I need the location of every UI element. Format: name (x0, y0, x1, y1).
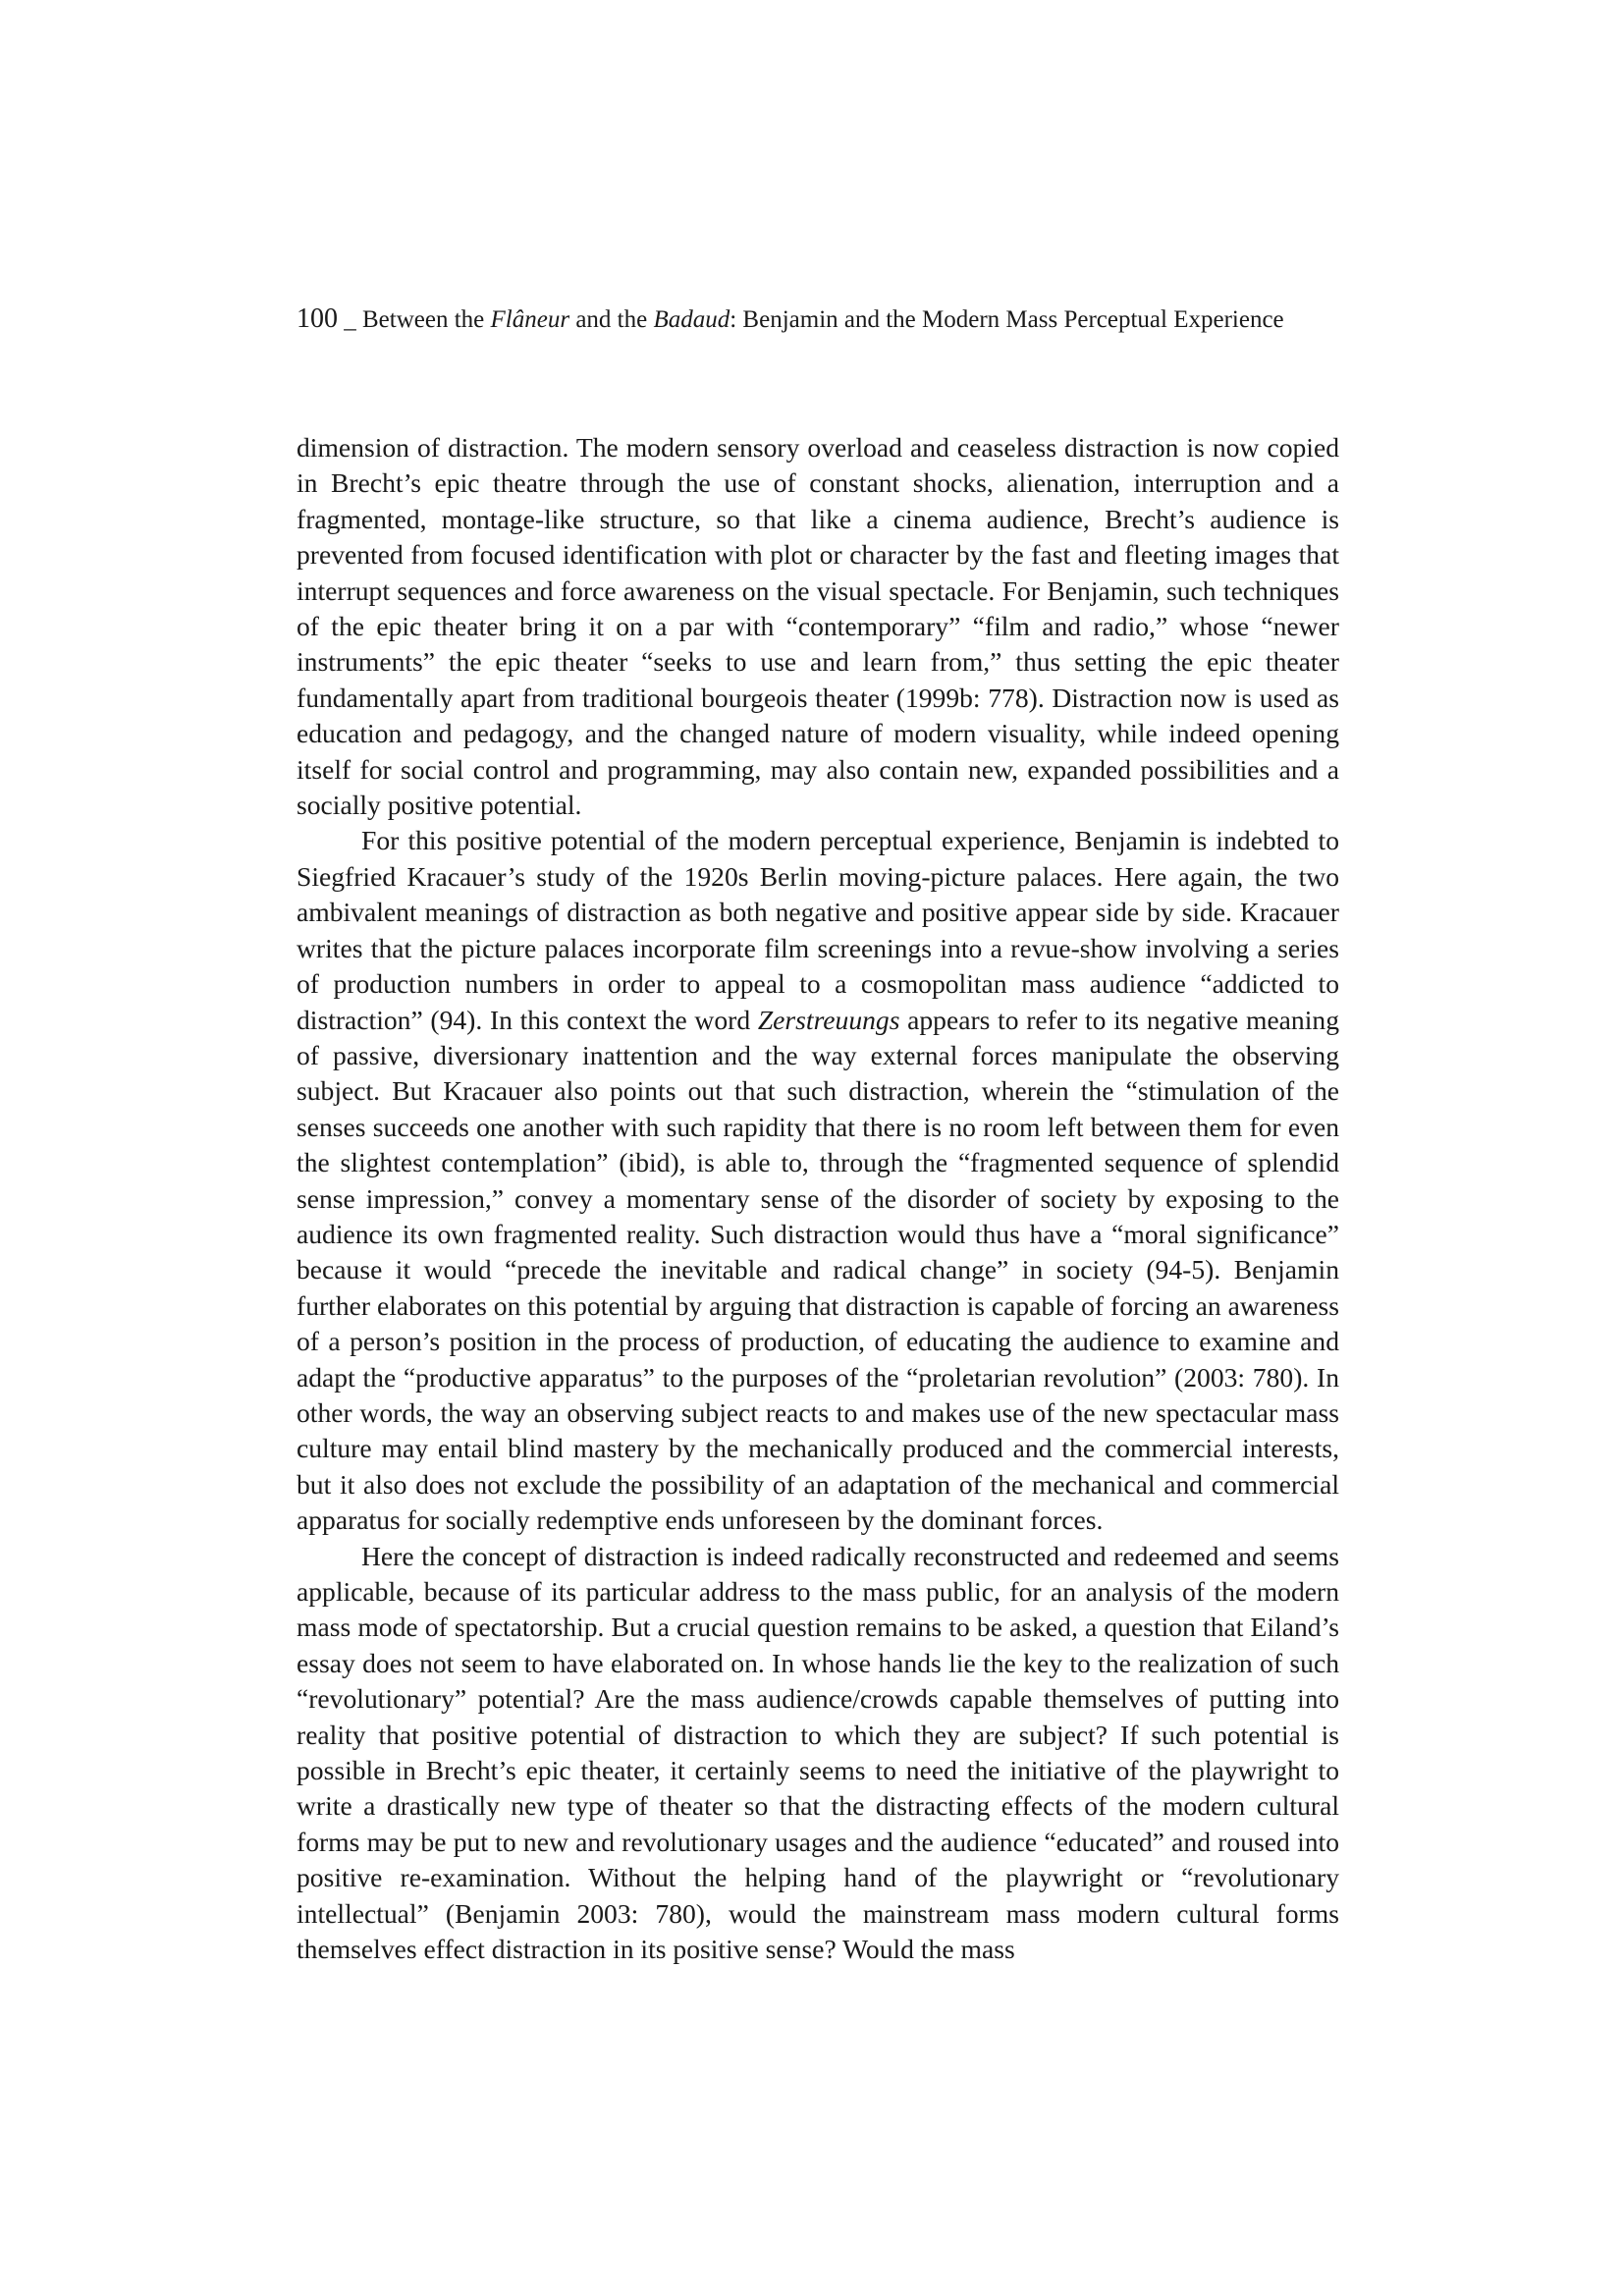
paragraph-text: appears to refer to its negative meaning of passive, diversionary inattention and the way external forces manipulate the observing subject. But Kracauer also points out that such distraction, wherein the “stimulation of the senses succeeds one another with such rapidity that there is no room left between them for even the slightest contemplation” (ibid), is able to, through the “fragmented sequence of splendid sense impression,” convey a momentary sense of the disorder of society by exposing to the audience its own fragmented reality. Such distraction would thus have a “moral significance” because it would “precede the inevitable and radical change” in society (94-5). Benjamin further elaborates on this potential by arguing that distraction is capable of forcing an awareness of a person’s position in the process of production, of educating the audience to examine and adapt the “productive apparatus” to the purposes of the “proletarian revolution” (2003: 780). In other words, the way an observing subject reacts to and makes use of the new spectacular mass culture may entail blind mastery by the mechanically produced and the commercial interests, but it also does not exclude the possibility of an adaptation of the mechanical and commercial apparatus for socially redemptive ends unforeseen by the dominant forces. (297, 1004, 1339, 1536)
page-number: 100 (297, 303, 338, 334)
paragraph-distraction-concept: Here the concept of distraction is indeed radically reconstructed and redeemed and seems applicable, because of its particular address to the mass public, for an analysis of the modern mass mode of spectatorship. But a crucial question remains to be asked, a question that Eiland’s essay does not seem to have elaborated on. In whose hands lie the key to the realization of such “revolutionary” potential? Are the mass audience/crowds capable themselves of putting into reality that positive potential of distraction to which they are subject? If such potential is possible in Brecht’s epic theater, it certainly seems to need the initiative of the playwright to write a drastically new type of theater so that the distracting effects of the modern cultural forms may be put to new and revolutionary usages and the audience “educated” and roused into positive re-examination. Without the helping hand of the playwright or “revolutionary intellectual” (Benjamin 2003: 780), would the mainstream mass modern cultural forms themselves effect distraction in its positive sense? Would the mass (297, 1540, 1339, 1965)
body-text (297, 430, 1339, 1967)
running-header (297, 303, 1357, 336)
header-title-part: and the (569, 306, 654, 333)
header-title-italic-flaneur: Flâneur (490, 306, 570, 333)
paragraph-italic-term: Zerstreuungs (757, 1004, 900, 1035)
header-separator: _ (338, 306, 362, 333)
header-title-part: Between the (362, 306, 491, 333)
paragraph-continued: dimension of distraction. The modern sensory overload and ceaseless distraction is now copied in Brecht’s epic theatre through the use of constant shocks, alienation, interruption and a fragmented, montage-like structure, so that like a cinema audience, Brecht’s audience is prevented from focused identification with plot or character by the fast and fleeting images that interrupt sequences and force awareness on the visual spectacle. For Benjamin, such techniques of the epic theater bring it on a par with “contemporary” “film and radio,” whose “newer instruments” the epic theater “seeks to use and learn from,” thus setting the epic theater fundamentally apart from traditional bourgeois theater (1999b: 778). Distraction now is used as education and pedagogy, and the changed nature of modern visuality, while indeed opening itself for social control and programming, may also contain new, expanded possibilities and a socially positive potential. (297, 432, 1339, 821)
paragraph-text: For this positive potential of the modern perceptual experience, Benjamin is indebted to Siegfried Kracauer’s study of the 1920s Berlin moving-picture palaces. Here again, the two ambivalent meanings of distraction as both negative and positive appear side by side. Kracauer writes that the picture palaces incorporate film screenings into a revue-show involving a series of production numbers in order to appeal to a cosmopolitan mass audience “addicted to distraction” (94). In this context the word (297, 825, 1339, 1035)
header-title-part: : Benjamin and the Modern Mass Perceptual Experience (730, 306, 1284, 333)
header-title-italic-badaud: Badaud (653, 306, 730, 333)
paragraph-kracauer (297, 823, 1339, 1538)
